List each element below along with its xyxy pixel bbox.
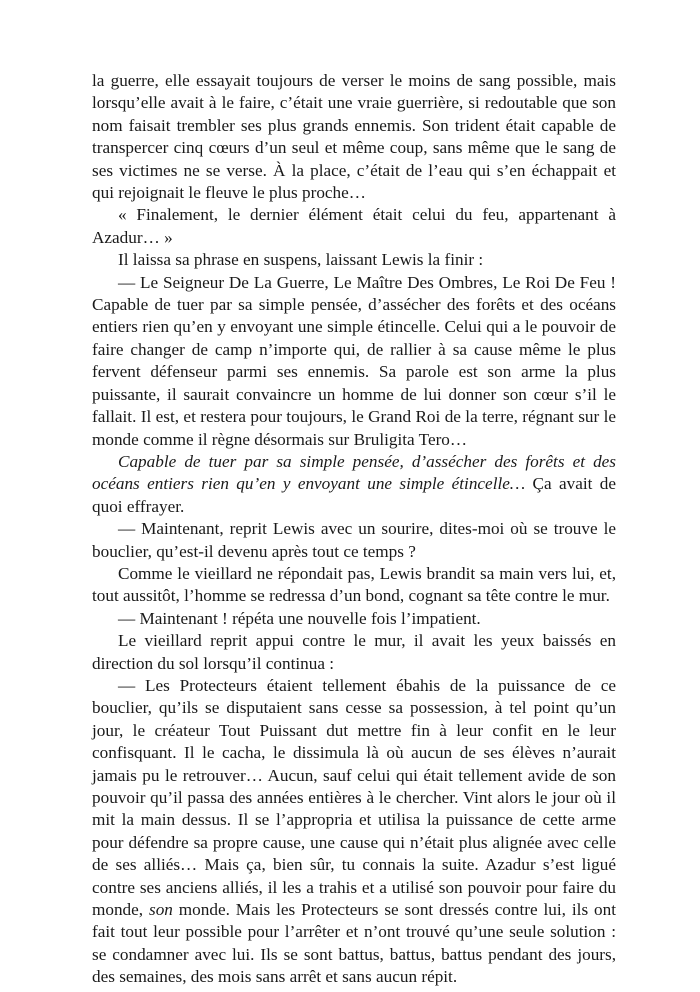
text-run: — Maintenant, reprit Lewis avec un sourire, dites-moi où se trouve le bouclier, qu’est-il devenu après tout ce temps ? — [92, 519, 616, 561]
text-run: Comme le vieillard ne répondait pas, Lewis brandit sa main vers lui, et, tout aussitôt, l’homme se redressa d’un bond, cognant sa tête contre le mur. — [92, 563, 616, 606]
text-run: — Les Protecteurs étaient tellement ébahis de la puissance de ce bouclier, qu’ils se disputaient sans cesse sa possession, à tel point qu’un jour, le créateur Tout Puissant dut mettre fin à leur confit en le leur confisquant. Il le cacha, le dissimula là où aucun de ses élèves n’aurait jamais pu le retrouver… Aucun, sauf celui qui était tellement avide de son pouvoir qu’il passa des années entières à le chercher. Vint alors le jour où il mit la main dessus. Il se l’appropria et utilisa la puissance de cette arme pour défendre sa propre cause, une cause qui n’était plus alignée avec celle de ses alliés… Mais ça, bien sûr, tu connais la suite. Azadur s’est ligué contre ses anciens alliés, il les a trahis et a utilisé son pouvoir pour faire du monde, — [92, 675, 616, 920]
text-run: Le vieillard reprit appui contre le mur, il avait les yeux baissés en direction du sol lorsqu’il continua : — [92, 631, 616, 673]
text-run: la guerre, elle essayait toujours de verser le moins de sang possible, mais lorsqu’elle avait à le faire, c’était une vraie guerrière, si redoutable que son nom faisait trembler ses plus grands ennemis. Son trident était capable de transpercer cinq cœurs d’un seul et même coup, sans même que le sang de ses victimes ne se verse. À la place, c’était de l’eau qui s’en échappait et qui rejoignait le fleuve le plus proche… — [92, 71, 616, 203]
text-run: monde. Mais les Protecteurs se sont dressés contre lui, ils ont fait tout leur possible pour l’arrêter et n’ont trouvé qu’une seule solution : se condamner avec lui. Ils se sont battus, battus, battus pendant des jours, des semaines, des mois sans arrêt et sans aucun répit. — [92, 900, 617, 987]
paragraph — [92, 272, 616, 451]
page-text — [92, 70, 616, 989]
italic-text-run: Capable de tuer par sa simple pensée, d’assécher des forêts et des océans entiers rien qu’en y envoyant une simple étincelle… — [92, 451, 616, 494]
text-run: « Finalement, le dernier élément était celui du feu, appartenant à Azadur… » — [92, 205, 616, 247]
text-run: — Maintenant ! répéta une nouvelle fois l’impatient. — [118, 608, 481, 628]
text-run: Ça avait de quoi effrayer. — [92, 474, 616, 516]
text-run: — Le Seigneur De La Guerre, Le Maître Des Ombres, Le Roi De Feu ! Capable de tuer par sa simple pensée, d’assécher des forêts et des océans entiers rien qu’en y envoyant une simple étincelle. Celui qui a le pouvoir de faire changer de camp n’importe qui, de rallier à sa cause même le plus fervent défenseur parmi ses ennemis. Sa parole est son arme la plus puissante, il saurait convaincre un homme de lui donner son cœur s’il le fallait. Il est, et restera pour toujours, le Grand Roi de la terre, régnant sur le monde comme il règne désormais sur Bruligita Tero… — [92, 272, 616, 449]
paragraph — [92, 630, 616, 675]
paragraph — [92, 204, 616, 249]
italic-text-run: son — [149, 900, 173, 920]
paragraph — [92, 563, 616, 608]
paragraph — [92, 451, 616, 518]
paragraph — [92, 518, 616, 563]
text-run: Il laissa sa phrase en suspens, laissant Lewis la finir : — [118, 250, 484, 270]
paragraph — [92, 608, 616, 630]
paragraph — [92, 70, 616, 204]
paragraph — [92, 249, 616, 271]
paragraph — [92, 675, 616, 989]
